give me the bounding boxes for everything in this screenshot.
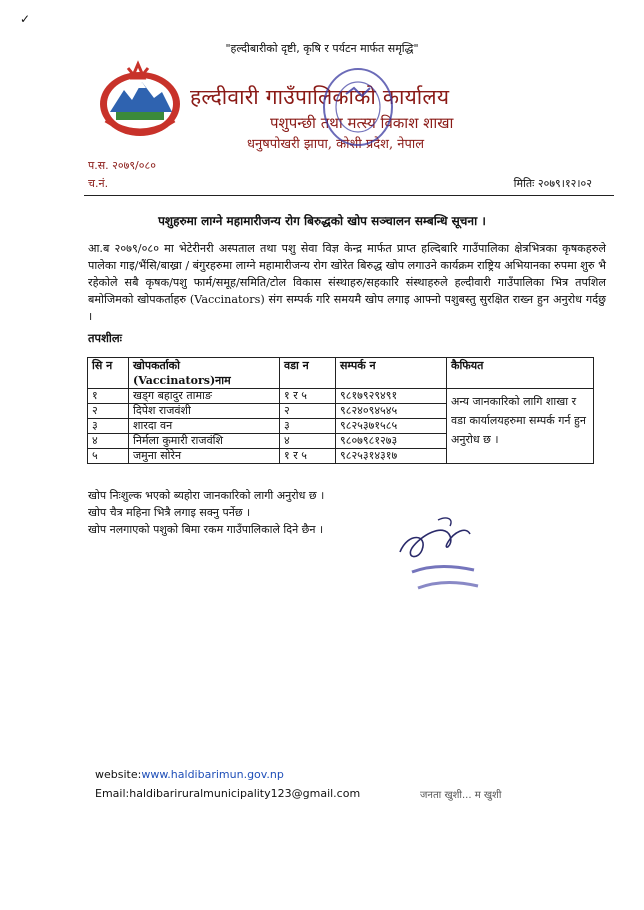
header-divider bbox=[84, 195, 614, 196]
cell-name: निर्मला कुमारी राजवंशि bbox=[129, 434, 280, 449]
cell-sn: १ bbox=[88, 389, 129, 404]
cell-sn: ५ bbox=[88, 449, 129, 464]
header-ward: वडा न bbox=[280, 358, 336, 389]
header-contact: सम्पर्क न bbox=[336, 358, 447, 389]
cell-ward: १ र ५ bbox=[280, 389, 336, 404]
cell-sn: ३ bbox=[88, 419, 129, 434]
header-name-line1: खोपकर्ताको bbox=[133, 359, 180, 372]
details-label: तपशीलः bbox=[88, 331, 123, 345]
table-row bbox=[88, 389, 594, 404]
cell-ward: १ र ५ bbox=[280, 449, 336, 464]
cell-contact: ९८२५३७१५८५ bbox=[336, 419, 447, 434]
letter-date: मितिः २०७९।१२।०२ bbox=[513, 177, 592, 190]
header-slogan: "हल्दीबारीको दृष्टी, कृषि र पर्यटन मार्फत समृद्धि" bbox=[225, 42, 419, 55]
signature-and-stamp bbox=[388, 512, 498, 602]
office-stamp bbox=[318, 62, 398, 152]
note-item: खोप निःशुल्क भएको ब्यहोरा जानकारिको लागी अनुरोध छ । bbox=[88, 489, 325, 502]
cell-remarks: अन्य जानकारिको लागि शाखा र वडा कार्यालयहरुमा सम्पर्क गर्न हुन अनुरोध छ । bbox=[447, 389, 594, 464]
footer-email bbox=[95, 787, 360, 800]
notes-list bbox=[88, 487, 324, 538]
reference-number: च.नं. bbox=[88, 177, 109, 190]
footer-website bbox=[95, 768, 284, 781]
tick-mark: ✓ bbox=[20, 12, 31, 26]
header-remarks: कैफियत bbox=[447, 358, 594, 389]
note-item: खोप नलगाएको पशुको बिमा रकम गाउँपालिकाले दिने छैन । bbox=[88, 523, 324, 536]
cell-ward: ४ bbox=[280, 434, 336, 449]
cell-name: खड्ग बहादुर तामाङ bbox=[129, 389, 280, 404]
cell-ward: ३ bbox=[280, 419, 336, 434]
cell-name: शारदा वन bbox=[129, 419, 280, 434]
office-name: हल्दीवारी गाउँपालिकाको कार्यालय bbox=[190, 85, 450, 109]
cell-contact: ९८०७९८१२७३ bbox=[336, 434, 447, 449]
email-address[interactable]: haldibariruralmunicipality123@gmail.com bbox=[129, 787, 361, 800]
cell-name: दिपेश राजवंशी bbox=[129, 404, 280, 419]
website-label: website: bbox=[95, 768, 142, 781]
table-header-row bbox=[88, 358, 594, 389]
notice-subject: पशुहरुमा लाग्ने महामारीजन्य रोग बिरुद्धको खोप सञ्चालन सम्बन्धि सूचना । bbox=[158, 214, 486, 228]
office-address: धनुषपोखरी झापा, कोशी प्रदेश, नेपाल bbox=[247, 137, 425, 152]
nepal-emblem-logo bbox=[92, 60, 188, 140]
website-link[interactable]: www.haldibarimun.gov.np bbox=[141, 768, 284, 781]
header-sn: सि न bbox=[88, 358, 129, 389]
email-label: Email: bbox=[95, 787, 130, 800]
notice-body: आ.ब २०७९/०८० मा भेटेरीनरी अस्पताल तथा पशु सेवा विज्ञ केन्द्र मार्फत प्राप्त हल्दिबारि गाउँपालिका क्षेत्रभित्रका कृषकहरुले पालेका गाइ/भैंसि/बाख्रा / बंगुरहरुमा लाग्ने महामारीजन्य रोग खोरेत बिरुद्ध खोप लगाउने कार्यक्रम राष्ट्रिय अभियानका रुपमा शुरु भै रहेकोले सबै कृषक/पशु फार्म/समूह/समिति/टोल विकास संस्थाहरु/सहकारि संस्थाहरुले हल्दीवारी गाउँपालिका भित्र तपशिल बमोजिमको खोपकर्ताहरु (Vaccinators) संग सम्पर्क गरि समयमै खोप लगाइ आफ्नो पशुबस्तु सुरक्षित राख्न हुन अनुरोध गर्दछु । bbox=[88, 242, 606, 323]
cell-contact: ९८२४०९४५४५ bbox=[336, 404, 447, 419]
header-name bbox=[129, 358, 280, 389]
cell-ward: २ bbox=[280, 404, 336, 419]
note-item: खोप चैत्र महिना भित्रै लगाइ सक्नु पर्नेछ । bbox=[88, 506, 251, 519]
header-name-line2: (Vaccinators)नाम bbox=[133, 374, 231, 387]
cell-sn: २ bbox=[88, 404, 129, 419]
cell-contact: ९८१७९२९४९१ bbox=[336, 389, 447, 404]
footer-slogan: जनता खुशी... म खुशी bbox=[420, 790, 502, 801]
cell-sn: ४ bbox=[88, 434, 129, 449]
office-branch: पशुपन्छी तथा मत्स्य विकाश शाखा bbox=[270, 114, 454, 132]
cell-name: जमुना सोरेन bbox=[129, 449, 280, 464]
fiscal-year: प.स. २०७९/०८० bbox=[88, 159, 156, 172]
vaccinator-table bbox=[87, 357, 594, 464]
cell-contact: ९८२५३१४३१७ bbox=[336, 449, 447, 464]
